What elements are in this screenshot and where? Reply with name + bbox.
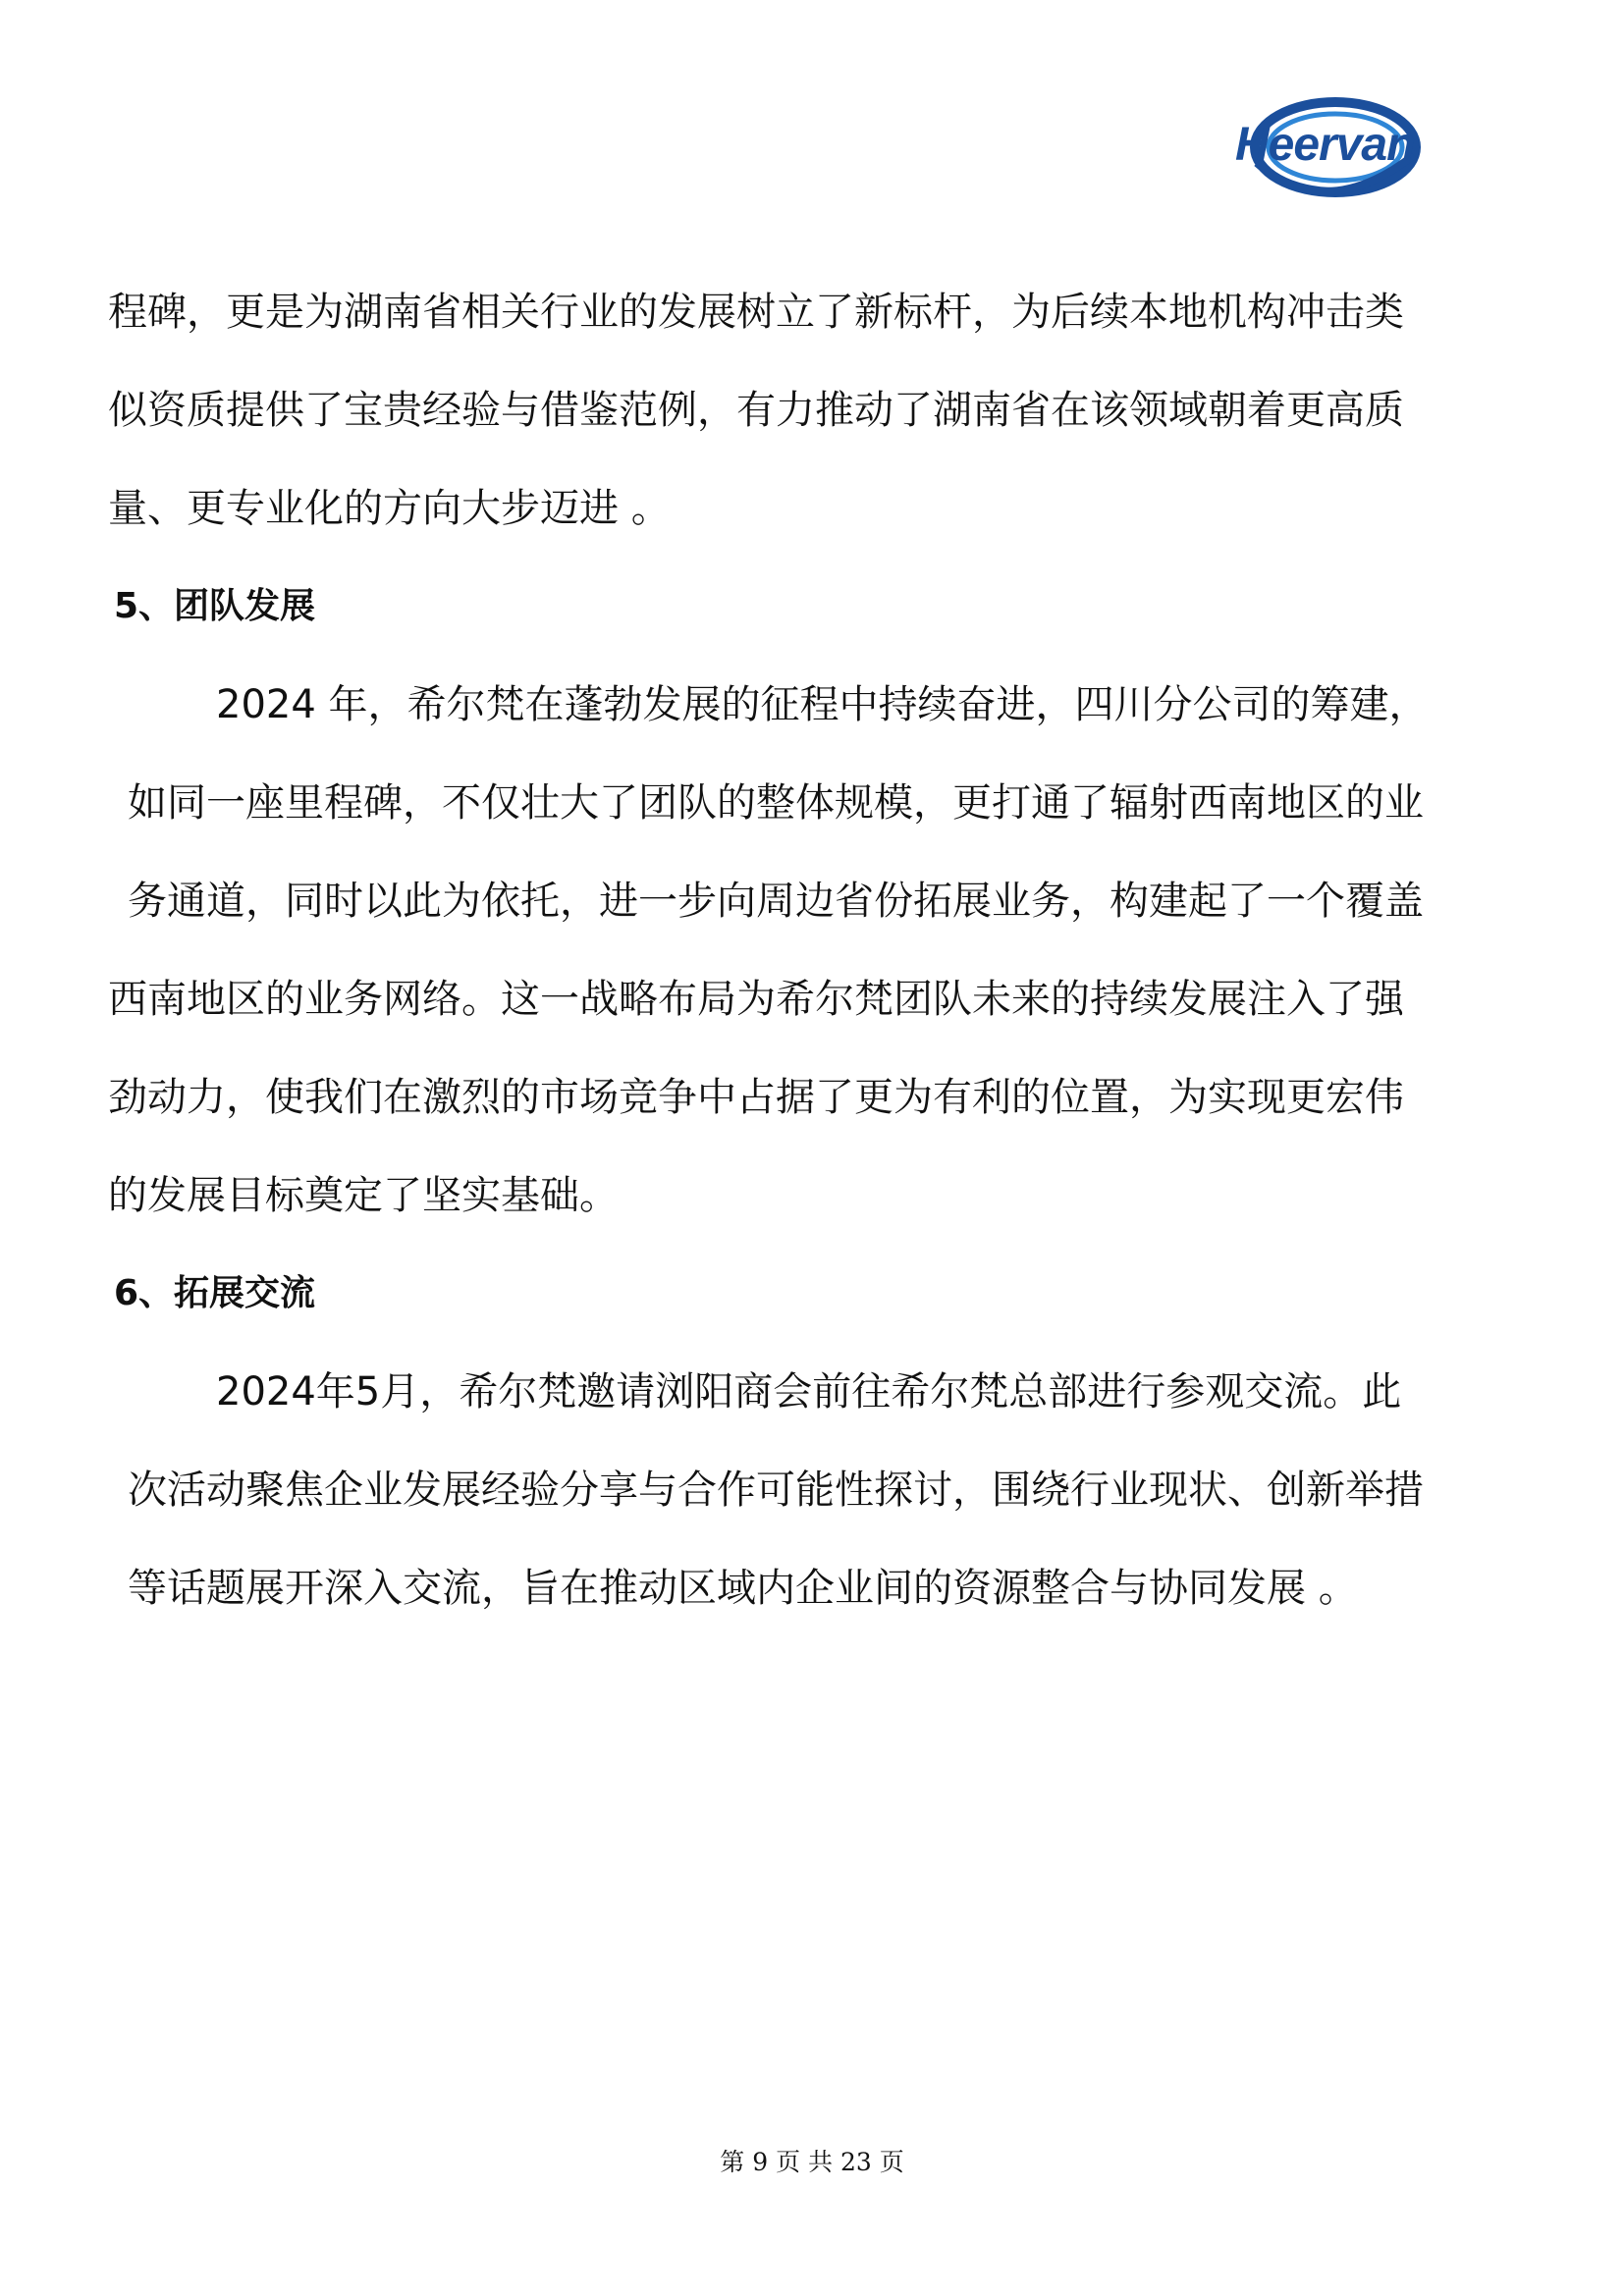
company-logo [1227,86,1424,214]
paragraph-line: 如同一座里程碑，不仅壮大了团队的整体规模，更打通了辐射西南地区的业 [128,780,1424,826]
paragraph-line: 等话题展开深入交流，旨在推动区域内企业间的资源整合与协同发展 。 [128,1566,1358,1611]
section-heading-exchange: 6、拓展交流 [114,1273,316,1313]
paragraph-line: 的发展目标奠定了坚实基础。 [108,1173,619,1218]
document-body [108,263,1502,1637]
paragraph-line: 程碑，更是为湖南省相关行业的发展树立了新标杆，为后续本地机构冲击类 [108,290,1404,335]
paragraph-line: 量、更专业化的方向大步迈进 。 [108,486,671,531]
paragraph-line: 西南地区的业务网络。这一战略布局为希尔梵团队未来的持续发展注入了强 [108,977,1404,1022]
paragraph-line: 似资质提供了宝贵经验与借鉴范例，有力推动了湖南省在该领域朝着更高质 [108,388,1404,433]
page-number: 第 9 页 共 23 页 [720,2148,904,2176]
paragraph-line: 2024 年，希尔梵在蓬勃发展的征程中持续奋进，四川分公司的筹建， [216,682,1429,727]
paragraph-line: 次活动聚焦企业发展经验分享与合作可能性探讨，围绕行业现状、创新举措 [128,1468,1424,1513]
section-heading-team: 5、团队发展 [114,586,316,626]
logo-wordmark: Heervan [1235,119,1415,171]
paragraph-line: 劲动力，使我们在激烈的市场竞争中占据了更为有利的位置，为实现更宏伟 [108,1075,1404,1120]
paragraph-line: 务通道，同时以此为依托，进一步向周边省份拓展业务，构建起了一个覆盖 [128,879,1424,924]
paragraph-line: 2024年5月，希尔梵邀请浏阳商会前往希尔梵总部进行参观交流。此 [216,1369,1402,1415]
